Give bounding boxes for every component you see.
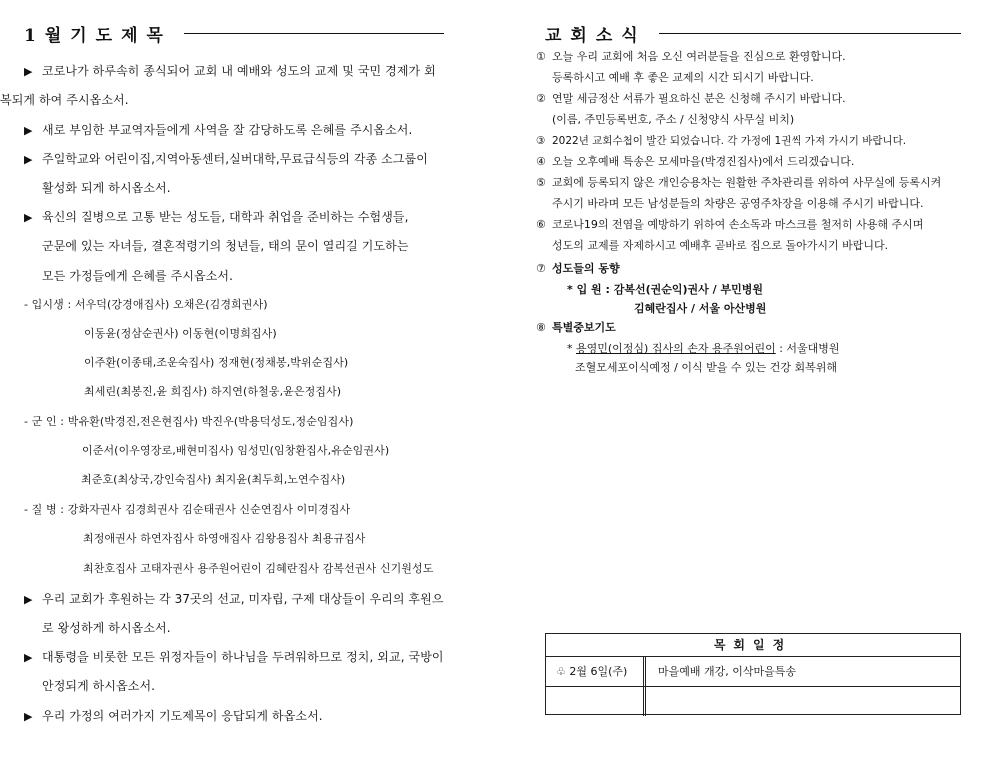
prayer-line: ▶ 대통령을 비롯한 모든 위정자들이 하나님을 두려워하므로 정치, 외교, 국방이 <box>24 650 444 664</box>
triangle-bullet-icon: ▶ <box>24 593 33 606</box>
news-item: ① 오늘 우리 교회에 처음 오신 여러분들을 진심으로 환영합니다. <box>536 50 846 63</box>
hospitalized-line: * 입 원 : 감복선(권순익)권사 / 부민병원 <box>567 283 763 296</box>
members-heading: ⑦ 성도들의 동향 <box>536 262 620 275</box>
prayer-line: ▶ 주일학교와 어린이집,지역아동센터,실버대학,무료급식등의 각종 소그룹이 <box>24 152 428 166</box>
news-heading <box>545 19 961 47</box>
schedule-date: ♧ 2월 6일(주) <box>546 657 646 686</box>
illness-line: 최정애권사 하연자집사 하영애집사 김왕용집사 최용규집사 <box>83 532 366 545</box>
table-row <box>546 687 960 716</box>
special-prayer-heading: ⑧ 특별중보기도 <box>536 321 616 334</box>
prayer-line: 군문에 있는 자녀들, 결혼적령기의 청년들, 태의 문이 열리길 기도하는 <box>42 239 409 253</box>
news-item: ⑤ 교회에 등록되지 않은 개인승용차는 원활한 주차관리를 위하여 사무실에 등록시켜 <box>536 176 942 189</box>
news-item: 등록하시고 예배 후 좋은 교제의 시간 되시기 바랍니다. <box>552 71 814 84</box>
heading-rule <box>184 33 444 34</box>
prayer-line: ▶ 우리 가정의 여러가지 기도제목이 응답되게 하옵소서. <box>24 709 323 723</box>
exam-students-line: 이주환(이종태,조운숙집사) 정재현(정채봉,박위순집사) <box>84 356 349 369</box>
military-line: - 군 인 : 박유환(박경진,전은현집사) 박진우(박용덕성도,정순임집사) <box>24 415 354 428</box>
news-item: ③ 2022년 교회수첩이 발간 되었습니다. 각 가정에 1권씩 가져 가시기 바랍니다. <box>536 135 907 147</box>
military-line: 이준서(이우영장로,배현미집사) 임성민(임창환집사,유순임권사) <box>82 444 390 457</box>
news-item: 성도의 교제를 자제하시고 예배후 곧바로 집으로 돌아가시기 바랍니다. <box>552 239 889 252</box>
news-item: (이름, 주민등록번호, 주소 / 신청양식 사무실 비치) <box>552 113 795 126</box>
triangle-bullet-icon: ▶ <box>24 65 33 78</box>
news-title: 교회소식 <box>545 25 647 46</box>
heading-rule <box>659 33 961 34</box>
special-prayer-line: 조혈모세포이식예정 / 이식 받을 수 있는 건강 회복위해 <box>575 361 837 374</box>
schedule-table <box>545 633 961 715</box>
prayer-line: ▶ 새로 부임한 부교역자들에게 사역을 잘 감당하도록 은혜를 주시옵소서. <box>24 123 413 137</box>
prayer-line: 복되게 하여 주시옵소서. <box>0 93 129 107</box>
special-prayer-line: * 용영민(이정심) 집사의 손자 용주원어린이 : 서울대병원 <box>567 342 840 355</box>
prayer-line: 활성화 되게 하시옵소서. <box>42 181 171 195</box>
illness-line: - 질 병 : 강화자권사 김경희권사 김순태권사 신순연집사 이미경집사 <box>24 503 351 516</box>
schedule-date <box>546 687 646 716</box>
news-item: 주시기 바라며 모든 남성분들의 차량은 공영주차장을 이용해 주시기 바랍니다. <box>552 197 924 210</box>
exam-students-line: - 입시생 : 서우덕(강경애집사) 오채은(김경희권사) <box>24 298 268 311</box>
schedule-title: 목회일정 <box>546 634 960 657</box>
prayer-line: ▶ 육신의 질병으로 고통 받는 성도들, 대학과 취업을 준비하는 수험생들, <box>24 210 409 224</box>
prayer-heading <box>24 19 444 47</box>
triangle-bullet-icon: ▶ <box>24 211 33 224</box>
table-row <box>546 657 960 687</box>
news-item: ④ 오늘 오후예배 특송은 모세마을(박경진집사)에서 드리겠습니다. <box>536 155 855 168</box>
news-item: ⑥ 코로나19의 전염을 예방하기 위하여 손소독과 마스크를 철저히 사용해 주시며 <box>536 218 924 231</box>
triangle-bullet-icon: ▶ <box>24 651 33 664</box>
prayer-line: ▶ 코로나가 하루속히 종식되어 교회 내 예배와 성도의 교제 및 국민 경제가 회 <box>24 64 436 78</box>
triangle-bullet-icon: ▶ <box>24 710 33 723</box>
schedule-event: 마을예배 개강, 이삭마을특송 <box>658 665 797 678</box>
exam-students-line: 이동윤(정삼순권사) 이동현(이명희집사) <box>84 327 277 340</box>
triangle-bullet-icon: ▶ <box>24 124 33 137</box>
hospitalized-line: 김혜란집사 / 서울 아산병원 <box>634 302 767 315</box>
illness-line: 최찬호집사 고태자권사 용주원어린이 김혜란집사 감복선권사 신기원성도 <box>83 562 434 575</box>
prayer-line: 로 왕성하게 하시옵소서. <box>42 621 171 635</box>
news-item: ② 연말 세금정산 서류가 필요하신 분은 신청해 주시기 바랍니다. <box>536 92 846 105</box>
prayer-line: 안정되게 하시옵소서. <box>42 679 156 693</box>
prayer-title: 1월기도제목 <box>24 25 172 46</box>
military-line: 최준호(최상국,강인숙집사) 최지윤(최두희,노연수집사) <box>81 473 346 486</box>
prayer-line: ▶ 우리 교회가 후원하는 각 37곳의 선교, 미자립, 구제 대상들이 우리의 후원으 <box>24 592 444 606</box>
prayer-line: 모든 가정들에게 은혜를 주시옵소서. <box>42 269 234 283</box>
exam-students-line: 최세린(최봉진,윤 희집사) 하지연(하철웅,윤은정집사) <box>84 385 342 398</box>
triangle-bullet-icon: ▶ <box>24 153 33 166</box>
schedule-event <box>646 687 960 716</box>
